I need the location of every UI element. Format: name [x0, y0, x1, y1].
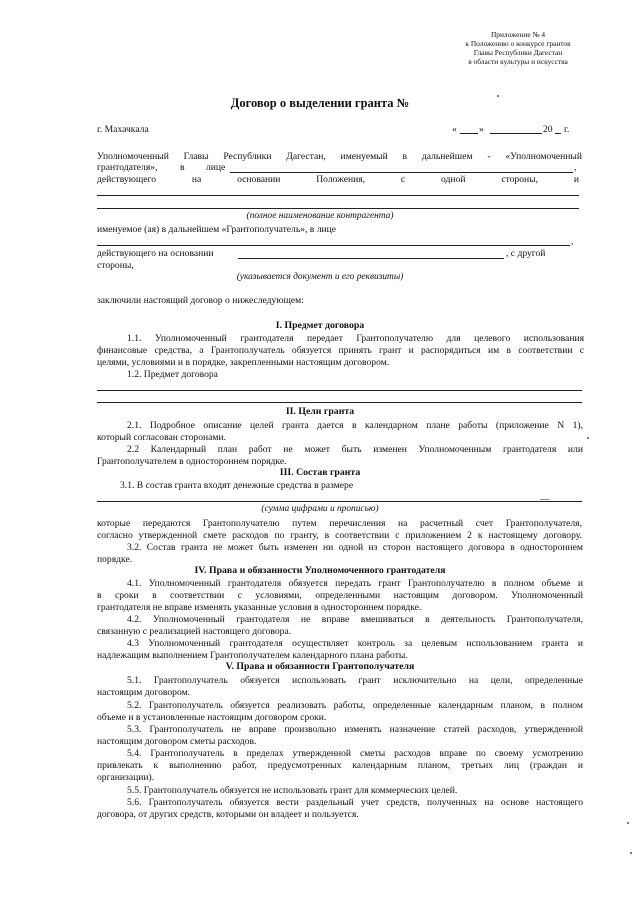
date-month-blank — [490, 133, 542, 134]
subject-blank-1 — [97, 390, 582, 391]
clause-3-1-line-3: согласно утвержденной смете расходов по гранту, в соответствии с приложением 2 к настоящему договору. — [97, 530, 582, 541]
clause-5-6-line-2: договора, от других средств, которыми он владеет и пользуется. — [97, 809, 359, 820]
section-3-heading: III. Состав гранта — [279, 467, 361, 478]
clause-5-4-line-3: организации). — [97, 772, 155, 783]
date-quote-close: » — [479, 124, 484, 135]
date-year-suffix: г. — [564, 124, 570, 135]
scan-speck — [497, 95, 499, 97]
counterparty-blank-1 — [97, 195, 579, 196]
intro-line-4-end: , — [571, 236, 574, 247]
date-quote-open: « — [452, 124, 457, 135]
clause-4-3-line-2: надлежащим выполнением Грантополучателем календарного плана работы. — [97, 650, 408, 661]
intro-line-2d: , — [574, 162, 577, 173]
clause-2-1-line-1: 2.1. Подробное описание целей гранта дается в календарном плане работы (приложение N 1), — [127, 420, 583, 431]
appendix-reference: к Положению о конкурсе грантов — [465, 39, 571, 48]
clause-3-2-line-2: порядке. — [97, 554, 133, 565]
clause-5-2-line-2: объеме и в установленные настоящим договором сроки. — [97, 712, 327, 723]
appendix-field: в области культуры и искусства — [468, 57, 568, 66]
clause-3-1: 3.1. В состав гранта входят денежные средства в размере — [120, 480, 354, 491]
scan-speck — [630, 852, 632, 854]
intro-line-4: именуемое (ая) в дальнейшем «Грантополучатель», в лице — [97, 224, 337, 235]
clause-4-2-line-2: связанную с реализацией настоящего договора. — [97, 626, 292, 637]
clause-1-1-line-1: 1.1. Уполномоченный грантодателя передает Грантополучателю для целевого использования — [127, 333, 584, 344]
clause-5-3-line-1: 5.3. Грантополучатель не вправе произвольно изменять назначение статей расходов, утвержденной — [127, 724, 583, 735]
intro-line-2b: в — [180, 162, 185, 173]
clause-5-1-line-2: настоящим договором. — [97, 687, 191, 698]
clause-2-2-line-1: 2.2 Календарный план работ не может быть изменен Уполномоченным грантодателя или — [127, 444, 583, 455]
city: г. Махачкала — [97, 124, 149, 135]
clause-3-2-line-1: 3.2. Состав гранта не может быть изменен ни одной из сторон настоящего договора в одностороннем — [127, 542, 583, 553]
counterparty-note: (полное наименование контрагента) — [246, 211, 394, 221]
clause-4-2-line-1: 4.2. Уполномоченный грантодателя не вправе вмешиваться в деятельность Грантополучателя, — [127, 614, 583, 625]
clause-5-5: 5.5. Грантополучатель обязуется не использовать грант для коммерческих целей. — [127, 785, 458, 796]
clause-5-4-line-1: 5.4. Грантополучатель в пределах утвержденной сметы расходов вправе по своему усмотрению — [127, 748, 583, 759]
clause-5-4-line-2: привлекать к выполнению работ, предусмотренных календарным планом, третьих лиц (граждан и — [97, 760, 583, 771]
amount-dash: — — [540, 494, 550, 505]
basis-document-blank — [238, 258, 504, 259]
section-2-heading: II. Цели гранта — [285, 406, 355, 417]
intro-line-6: стороны, — [97, 260, 134, 271]
clause-4-1-line-2: в сроки в соответствии с условиями, определенными настоящим договором. Уполномоченный — [97, 590, 583, 601]
intro-line-1: Уполномоченный Главы Республики Дагестан, именуемый в дальнейшем - «Уполномоченный — [97, 151, 582, 162]
clause-5-3-line-2: настоящим договором сметы расходов. — [97, 736, 257, 747]
appendix-number: Приложение № 4 — [490, 30, 546, 39]
appendix-authority: Главы Республики Дагестан — [473, 48, 563, 57]
grant-amount-note: (сумма цифрами и прописью) — [261, 504, 379, 514]
clause-1-1-line-2: финансовые средства, а Грантополучатель обязуется принять грант и распорядиться им в соответствии с — [97, 345, 584, 356]
clause-4-3-line-1: 4.3 Уполномоченный грантодателя осуществляет контроль за целевым использованием гранта и — [127, 638, 583, 649]
clause-1-1-line-3: целями, условиями и в порядке, закрепленными настоящим договором. — [97, 357, 390, 368]
intro-line-5a: действующего на основании — [97, 248, 214, 259]
section-4-heading: IV. Права и обязанности Уполномоченного грантодателя — [194, 565, 446, 576]
section-1-heading: I. Предмет договора — [275, 320, 365, 331]
clause-2-1-line-2: который согласован сторонами. — [97, 432, 226, 443]
intro-line-5b: , с другой — [506, 248, 546, 259]
date-day-blank — [460, 133, 478, 134]
clause-5-2-line-1: 5.2. Грантополучатель обязуется реализовать работы, определенные календарным планом, в полном — [127, 700, 583, 711]
counterparty-blank-2 — [97, 208, 579, 209]
clause-2-2-line-2: Грантополучателем в одностороннем порядке. — [97, 456, 287, 467]
grantee-rep-blank — [97, 245, 570, 246]
intro-line-2a: грантодателя», — [97, 162, 158, 173]
intro-line-3: действующего на основании Положения, с одной стороны, и — [97, 174, 579, 185]
clause-5-1-line-1: 5.1. Грантополучатель обязуется использовать грант исключительно на цели, определенные — [127, 675, 583, 686]
date-year-blank — [555, 133, 561, 134]
representative-name-blank — [230, 172, 573, 173]
section-5-heading: V. Права и обязанности Грантополучателя — [225, 661, 415, 672]
scan-speck — [587, 437, 589, 439]
subject-blank-2 — [97, 402, 582, 403]
clause-1-2: 1.2. Предмет договора — [127, 369, 218, 380]
basis-note: (указывается документ и его реквизиты) — [236, 272, 404, 282]
scan-speck — [627, 822, 629, 824]
intro-line-2c: лице — [206, 162, 226, 173]
clause-3-1-line-2: которые передаются Грантополучателю путем перечисления на расчетный счет Грантополучателя, — [97, 518, 582, 529]
grant-amount-blank — [97, 501, 582, 502]
document-title: Договор о выделении гранта № — [230, 96, 410, 110]
intro-line-7: заключили настоящий договор о нижеследующем: — [97, 295, 304, 306]
clause-5-6-line-1: 5.6. Грантополучатель обязуется вести раздельный учет средств, полученных на основе настоящего — [127, 797, 583, 808]
clause-4-1-line-3: грантодателя не вправе изменять указанные условия в одностороннем порядке. — [97, 602, 422, 613]
date-year-prefix: 20 — [543, 124, 553, 135]
clause-4-1-line-1: 4.1. Уполномоченный грантодателя обязуется передать грант Грантополучателю в полном объеме и — [127, 578, 583, 589]
